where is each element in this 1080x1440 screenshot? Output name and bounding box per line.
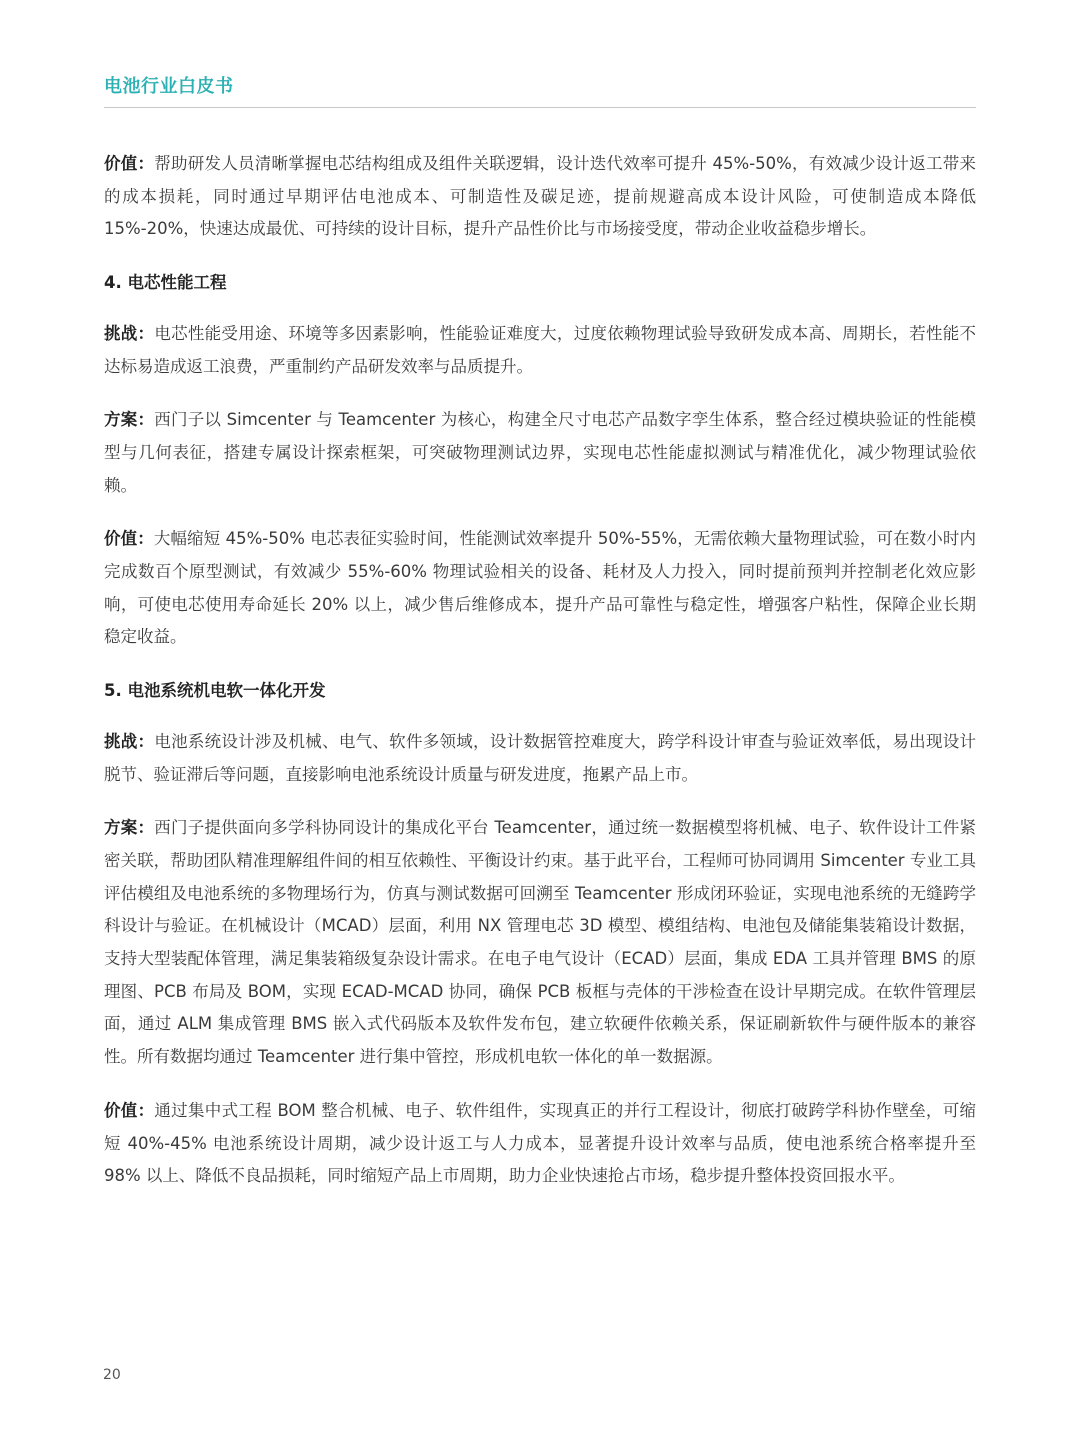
section-heading-4: 4. 电芯性能工程 (104, 273, 227, 293)
paragraph-label: 价值： (104, 529, 154, 549)
challenge-paragraph-5 (104, 726, 976, 791)
paragraph-text: 大幅缩短 45%-50% 电芯表征实验时间，性能测试效率提升 50%-55%，无需依赖大量物理试验，可在数小时内完成数百个原型测试，有效减少 55%-60% 物理试验相关的设备、耗材及人力投入，同时提前预判并控制老化效应影响，可使电芯使用寿命延长 20% 以上，减少售后维修成本，提升产品可靠性与稳定性，增强客户粘性，保障企业长期稳定收益。 (104, 529, 976, 647)
paragraph-text: 电池系统设计涉及机械、电气、软件多领域，设计数据管控难度大，跨学科设计审查与验证效率低，易出现设计脱节、验证滞后等问题，直接影响电池系统设计质量与研发进度，拖累产品上市。 (104, 731, 977, 784)
paragraph-label: 挑战： (104, 731, 155, 751)
paragraph-text: 西门子提供面向多学科协同设计的集成化平台 Teamcenter，通过统一数据模型将机械、电子、软件设计工件紧密关联，帮助团队精准理解组件间的相互依赖性、平衡设计约束。基于此平台，工程师可协同调用 Simcenter 专业工具评估模组及电池系统的多物理场行为，仿真与测试数据可回溯至 Teamcenter 形成闭环验证，实现电池系统的无缝跨学科设计与验证。在机械设计（MCAD）层面，利用 NX 管理电芯 3D 模型、模组结构、电池包及储能集装箱设计数据，支持大型装配体管理，满足集装箱级复杂设计需求。在电子电气设计（ECAD）层面，集成 EDA 工具并管理 BMS 的原理图、PCB 布局及 BOM，实现 ECAD-MCAD 协同，确保 PCB 板框与壳体的干涉检查在设计早期完成。在软件管理层面，通过 ALM 集成管理 BMS 嵌入式代码版本及软件发布包，建立软硬件依赖关系，保证刷新软件与硬件版本的兼容性。所有数据均通过 Teamcenter 进行集中管控，形成机电软一体化的单一数据源。 (104, 818, 977, 1067)
header-divider (104, 107, 976, 108)
paragraph-label: 方案： (104, 410, 155, 430)
paragraph-text: 西门子以 Simcenter 与 Teamcenter 为核心，构建全尺寸电芯产品数字孪生体系，整合经过模块验证的性能模型与几何表征，搭建专属设计探索框架，可突破物理测试边界，实现电芯性能虚拟测试与精准优化，减少物理试验依赖。 (104, 410, 976, 495)
value-paragraph-5 (104, 1095, 976, 1193)
value-paragraph-4 (104, 523, 976, 654)
section-heading-5: 5. 电池系统机电软一体化开发 (104, 681, 326, 701)
paragraph-text: 通过集中式工程 BOM 整合机械、电子、软件组件，实现真正的并行工程设计，彻底打破跨学科协作壁垒，可缩短 40%-45% 电池系统设计周期，减少设计返工与人力成本，显著提升设计效率与品质，使电池系统合格率提升至 98% 以上、降低不良品损耗，同时缩短产品上市周期，助力企业快速抢占市场，稳步提升整体投资回报水平。 (104, 1100, 976, 1186)
document-title: 电池行业白皮书 (104, 76, 234, 97)
solution-paragraph-5 (104, 812, 976, 1074)
solution-paragraph-4 (104, 404, 976, 502)
value-paragraph-prev (104, 148, 976, 246)
paragraph-text: 电芯性能受用途、环境等多因素影响，性能验证难度大，过度依赖物理试验导致研发成本高、周期长，若性能不达标易造成返工浪费，严重制约产品研发效率与品质提升。 (104, 323, 977, 376)
paragraph-label: 价值： (104, 1100, 155, 1120)
paragraph-label: 方案： (104, 818, 155, 838)
paragraph-label: 价值： (104, 154, 155, 173)
page-content (104, 148, 976, 1214)
page-header (104, 74, 976, 116)
paragraph-label: 挑战： (104, 323, 155, 343)
paragraph-text: 帮助研发人员清晰掌握电芯结构组成及组件关联逻辑，设计迭代效率可提升 45%-50%，有效减少设计返工带来的成本损耗，同时通过早期评估电池成本、可制造性及碳足迹，提前规避高成本设计风险，可使制造成本降低 15%-20%，快速达成最优、可持续的设计目标，提升产品性价比与市场接受度，带动企业收益稳步增长。 (104, 154, 977, 239)
challenge-paragraph-4 (104, 318, 976, 383)
page-number: 20 (103, 1367, 121, 1383)
